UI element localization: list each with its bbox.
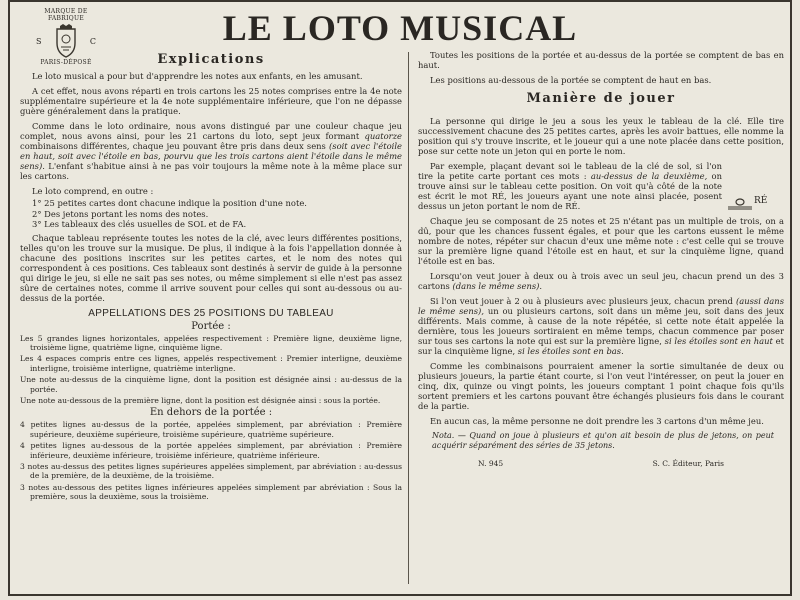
column-divider: [408, 52, 409, 584]
explications-heading: Explications: [157, 52, 265, 67]
appellation-item: 3 notes au-dessus des petites lignes supérieures appelées simplement, par abréviation : au-dessus de la première, de la deuxième, de la troisième.: [20, 461, 402, 481]
contents-list: [20, 198, 402, 230]
nota: Nota. — Quand on joue à plusieurs et qu'on ait besoin de plus de jetons, on peut acquérir séparément des séries de 35 jetons.: [432, 431, 774, 450]
left-column: [20, 50, 402, 580]
list-item: 1° 25 petites cartes dont chacune indique la position d'une note.: [32, 198, 307, 208]
loto-sheet: [8, 0, 792, 596]
left-paragraph-1: Le loto musical a pour but d'apprendre les notes aux enfants, en les amusant.: [32, 71, 363, 81]
left-paragraph-5: Chaque tableau représente toutes les notes de la clé, avec leurs différentes positions, telles qu'on les trouve sur la musique. De plus, il indique à la fois l'appellation donnée à chacune des positions inscrites sur les petites cartes, et le nom des notes qui correspondent à ces positions. Ces tableaux sont destinés à servir de guide à la personne qui dirige le jeu, si elle ne sait pas ses notes, ou même simplement si elle n'est pas assez sûre de certaines notes, comme il arrive souvent pour celles qui sont au-dessous ou au-dessus de la portée.: [20, 232, 402, 303]
dehors-heading: En dehors de la portée :: [149, 407, 273, 419]
page-title: LE LOTO MUSICAL: [222, 8, 578, 48]
catalog-number: N. 945: [478, 459, 504, 468]
list-item: 2° Des jetons portant les noms des notes.: [32, 208, 209, 219]
right-paragraph-6: Comme les combinaisons pourraient amener la sortie simultanée de deux ou plusieurs joueurs, la partie étant courte, si l'on veut l'intéresser, on peut la jouer en cinq, dix, quinze ou vingt points, les joueurs comptant 1 point chaque fois qu'ils sortent premiers et les cartons pouvant être échangés plusieurs fois dans le courant de la partie.: [418, 361, 784, 411]
right-paragraph-r2: Les positions au-dessous de la portée se comptent de haut en bas.: [430, 75, 712, 85]
appellation-item: 3 notes au-dessous des petites lignes inférieures appelées simplement par abréviation : Sous la première, sous la deuxième, sous la troisième.: [20, 482, 402, 502]
left-paragraph-2: A cet effet, nous avons réparti en trois cartons les 25 notes comprises entre la 4e note supplémentaire supérieure et la 4e note supplémentaire inférieure, que l'on ne dépasse guère généralement dans la pratique.: [20, 86, 402, 116]
maniere-heading: Manière de jouer: [526, 91, 676, 106]
trademark-left: S: [36, 37, 42, 46]
appellation-item: Les 5 grandes lignes horizontales, appelées respectivement : Première ligne, deuxième ligne, troisième ligne, quatrième ligne, cinquième ligne.: [20, 333, 402, 352]
staff-note-label: RÉ: [754, 196, 768, 206]
trademark-top: MARQUE DE FABRIQUE: [44, 8, 88, 22]
right-paragraph-3: Chaque jeu se composant de 25 notes et 25 n'étant pas un multiple de trois, on a dû, pour que les chances fussent égales, et pour que les cartons eussent le même nombre de notes, répéter sur chacun d'eux une même note : c'est celle qui se trouve sur la première ligne quand l'étoile est en haut, et sur la cinquième ligne, quand l'étoile est en bas.: [418, 216, 784, 266]
right-paragraph-5: Si l'on veut jouer à 2 ou à plusieurs avec plusieurs jeux, chacun prend (aussi dans le même sens), un ou plusieurs cartons, soit dans un même jeu, soit dans des jeux différents. Mais comme, à cause de la note répétée, si cette note était appelée la dernière, tous les joueurs sortiraient en même temps, chacun commence par poser sur tous ses cartons la note qui est sur la première ligne, si les étoiles sont en haut et sur la cinquième ligne, si les étoiles sont en bas.: [418, 296, 784, 356]
right-paragraph-r1: Toutes les positions de la portée et au-dessus de la portée se comptent de bas en haut.: [418, 50, 784, 70]
appellation-item: 4 petites lignes au-dessous de la portée appelées simplement, par abréviation : Première inférieure, deuxième inférieure, troisième inférieure, quatrième inférieure.: [20, 441, 402, 460]
portee-heading: Portée :: [191, 320, 231, 332]
appellation-item: 4 petites lignes au-dessus de la portée, appelées simplement, par abréviation : Première supérieure, deuxième supérieure, troisième supérieure, quatrième supérieure.: [20, 420, 402, 439]
right-paragraph-4: Lorsqu'on veut jouer à deux ou à trois avec un seul jeu, chacun prend un des 3 cartons (dans le même sens).: [418, 271, 784, 291]
trademark-bottom: PARIS-DÉPOSÉ: [40, 59, 92, 66]
trademark-right: C: [89, 37, 96, 46]
left-paragraph-4: Le loto comprend, en outre :: [32, 186, 154, 196]
left-paragraph-3: Comme dans le loto ordinaire, nous avons distingué par une couleur chaque jeu complet, nous avons ainsi, pour les 21 cartons du loto, sept jeux formant quatorze combinaisons différentes, chaque jeu pouvant être pris dans deux sens (soit avec l'étoile en haut, soit avec l'étoile en bas, pourvu que les trois cartons aient l'étoile dans le même sens). L'enfant s'habitue ainsi à ne pas voir toujours la même note à la même place sur les cartons.: [20, 121, 402, 181]
footer: [418, 459, 784, 468]
right-paragraph-1: La personne qui dirige le jeu a sous les yeux le tableau de la clé. Elle tire successivement chacune des 25 petites cartes, après les avoir battues, elle nomme la position qui s'y trouve inscrite, et le joueur qui a une note placée dans cette position, pose sur cette note un jeton qui en porte le nom.: [418, 116, 784, 156]
music-note-icon: [728, 194, 752, 210]
staff-example: [728, 194, 778, 214]
appellation-item: Les 4 espaces compris entre ces lignes, appelés respectivement : Premier interligne, deuxième interligne, troisième interligne, quatrième interligne.: [20, 354, 402, 373]
right-paragraph-2: Par exemple, plaçant devant soi le tableau de la clé de sol, si l'on tire la petite carte portant ces mots : au-dessus de la deuxième, on trouve ainsi sur le tableau cette position. On voit qu'à côté de la note est écrit le mot RÉ, les joueurs ayant une note ainsi placée, posent dessus un jeton portant le nom de RÉ.: [418, 161, 722, 211]
appellation-item: Une note au-dessous de la première ligne, dont la position est désignée ainsi : sous la portée.: [20, 395, 381, 405]
right-column: [418, 50, 784, 580]
right-paragraph-7: En aucun cas, la même personne ne doit prendre les 3 cartons d'un même jeu.: [430, 416, 764, 426]
appellations-heading: APPELLATIONS DES 25 POSITIONS DU TABLEAU: [88, 307, 334, 319]
publisher: S. C. Éditeur, Paris: [652, 459, 724, 468]
list-item: 3° Les tableaux des clés usuelles de SOL et de FA.: [32, 219, 247, 229]
appellation-item: Une note au-dessus de la cinquième ligne, dont la position est désignée ainsi : au-dessus de la portée.: [20, 375, 402, 394]
